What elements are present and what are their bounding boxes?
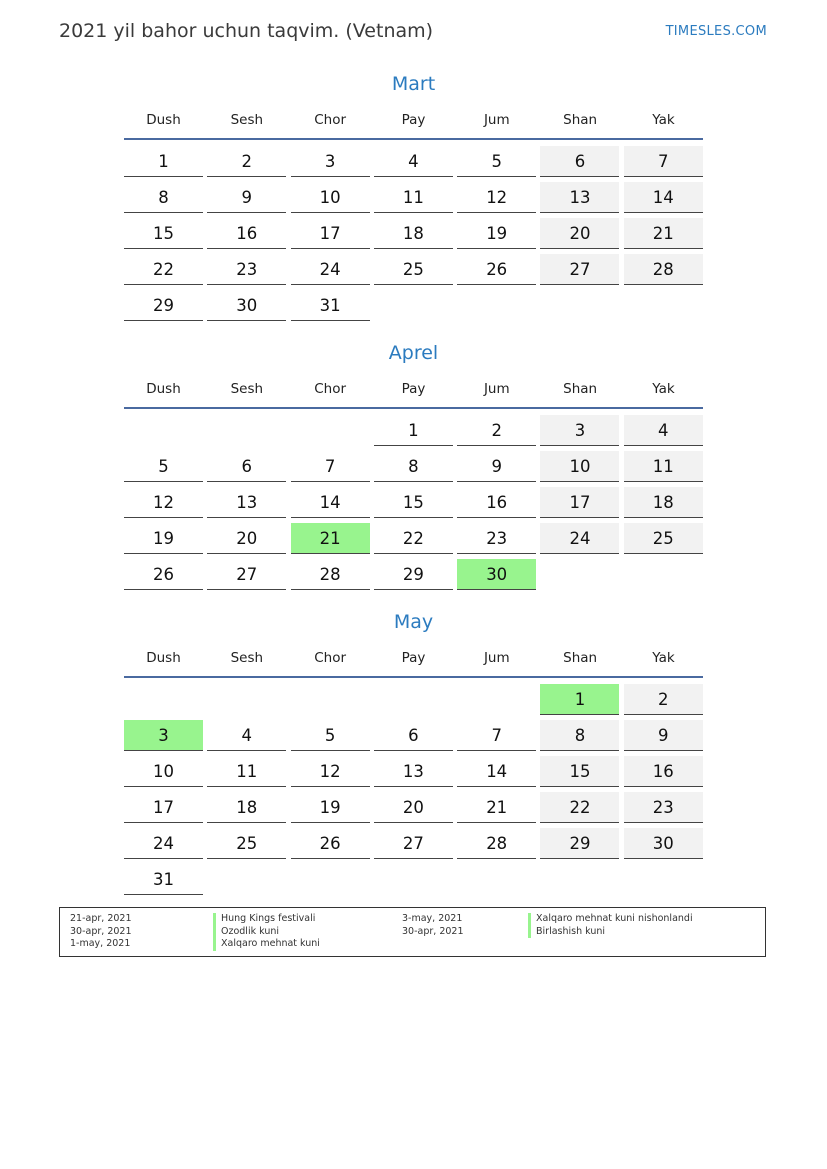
weekend-day-cell: 28 <box>624 254 703 285</box>
day-cell: 2 <box>457 415 536 446</box>
day-cell: 8 <box>374 451 453 482</box>
empty-day-cell <box>124 684 203 715</box>
legend-names-column <box>213 913 320 951</box>
legend-date: 30-apr, 2021 <box>402 925 464 937</box>
weekend-day-cell: 24 <box>540 523 619 554</box>
day-cell: 29 <box>124 290 203 321</box>
weekend-day-cell: 22 <box>540 792 619 823</box>
weekend-day-cell: 7 <box>624 146 703 177</box>
day-cell: 25 <box>374 254 453 285</box>
day-cell: 17 <box>124 792 203 823</box>
day-cell: 10 <box>124 756 203 787</box>
empty-day-cell <box>291 684 370 715</box>
weekend-day-cell: 18 <box>624 487 703 518</box>
weekend-day-cell: 23 <box>624 792 703 823</box>
empty-day-cell <box>207 684 286 715</box>
weekend-day-cell: 4 <box>624 415 703 446</box>
day-cell: 6 <box>374 720 453 751</box>
legend-date: 1-may, 2021 <box>70 938 131 950</box>
legend-names-column <box>528 913 693 938</box>
holiday-day-cell: 21 <box>291 523 370 554</box>
legend-holiday-name: Birlashish kuni <box>528 926 693 939</box>
weekend-day-cell: 6 <box>540 146 619 177</box>
weekday-label: Jum <box>483 650 510 666</box>
empty-day-cell <box>207 864 286 895</box>
weekend-day-cell: 3 <box>540 415 619 446</box>
empty-day-cell <box>540 559 619 590</box>
day-grid <box>124 415 703 590</box>
empty-day-cell <box>540 864 619 895</box>
day-cell: 3 <box>291 146 370 177</box>
empty-day-cell <box>624 290 703 321</box>
weekend-day-cell: 2 <box>624 684 703 715</box>
day-cell: 15 <box>124 218 203 249</box>
day-cell: 10 <box>291 182 370 213</box>
day-cell: 19 <box>124 523 203 554</box>
header-divider <box>124 407 703 409</box>
day-cell: 12 <box>457 182 536 213</box>
day-cell: 1 <box>124 146 203 177</box>
legend-date: 3-may, 2021 <box>402 913 463 924</box>
weekday-label: Shan <box>563 650 598 666</box>
day-cell: 31 <box>124 864 203 895</box>
weekday-label: Sesh <box>230 112 264 128</box>
month-may <box>124 608 703 895</box>
weekend-day-cell: 15 <box>540 756 619 787</box>
legend-date: 30-apr, 2021 <box>70 925 132 937</box>
day-cell: 19 <box>291 792 370 823</box>
empty-day-cell <box>207 415 286 446</box>
day-cell: 13 <box>374 756 453 787</box>
weekday-label: Pay <box>401 112 426 128</box>
day-cell: 5 <box>457 146 536 177</box>
empty-day-cell <box>624 864 703 895</box>
day-cell: 9 <box>207 182 286 213</box>
day-cell: 27 <box>207 559 286 590</box>
weekday-label: Sesh <box>230 650 264 666</box>
month-title: Aprel <box>388 342 439 364</box>
day-cell: 7 <box>457 720 536 751</box>
weekday-label: Pay <box>401 381 426 397</box>
weekend-day-cell: 30 <box>624 828 703 859</box>
day-cell: 26 <box>291 828 370 859</box>
day-cell: 18 <box>207 792 286 823</box>
day-cell: 4 <box>207 720 286 751</box>
day-grid <box>124 684 703 895</box>
weekend-day-cell: 11 <box>624 451 703 482</box>
weekend-day-cell: 21 <box>624 218 703 249</box>
weekday-label: Sesh <box>230 381 264 397</box>
weekday-label: Chor <box>314 381 347 397</box>
weekday-label: Jum <box>483 112 510 128</box>
holiday-day-cell: 3 <box>124 720 203 751</box>
day-cell: 30 <box>207 290 286 321</box>
header-divider <box>124 676 703 678</box>
weekend-day-cell: 8 <box>540 720 619 751</box>
weekday-header <box>124 106 703 134</box>
empty-day-cell <box>624 559 703 590</box>
weekend-day-cell: 10 <box>540 451 619 482</box>
legend-date: 21-apr, 2021 <box>70 913 132 924</box>
page-title: 2021 yil bahor uchun taqvim. (Vetnam) <box>59 20 434 42</box>
day-cell: 25 <box>207 828 286 859</box>
day-cell: 9 <box>457 451 536 482</box>
day-cell: 26 <box>124 559 203 590</box>
day-cell: 22 <box>124 254 203 285</box>
legend-dates-column <box>70 913 132 951</box>
weekend-day-cell: 9 <box>624 720 703 751</box>
empty-day-cell <box>291 864 370 895</box>
weekend-day-cell: 27 <box>540 254 619 285</box>
weekday-label: Pay <box>401 650 426 666</box>
month-april <box>124 339 703 590</box>
empty-day-cell <box>457 684 536 715</box>
site-link[interactable]: TIMESLES.COM <box>665 24 767 39</box>
day-cell: 12 <box>291 756 370 787</box>
legend-dates-column <box>402 913 464 938</box>
legend-holiday-name: Xalqaro mehnat kuni nishonlandi <box>528 913 693 926</box>
day-cell: 20 <box>207 523 286 554</box>
day-cell: 29 <box>374 559 453 590</box>
day-cell: 8 <box>124 182 203 213</box>
holiday-day-cell: 30 <box>457 559 536 590</box>
legend-holiday-name: Hung Kings festivali <box>213 913 320 926</box>
day-cell: 11 <box>374 182 453 213</box>
day-cell: 1 <box>374 415 453 446</box>
legend-holiday-name: Ozodlik kuni <box>213 926 320 939</box>
empty-day-cell <box>374 864 453 895</box>
day-cell: 5 <box>291 720 370 751</box>
day-cell: 13 <box>207 487 286 518</box>
empty-day-cell <box>124 415 203 446</box>
day-cell: 17 <box>291 218 370 249</box>
day-cell: 31 <box>291 290 370 321</box>
weekday-label: Chor <box>314 112 347 128</box>
month-title: May <box>393 611 434 633</box>
weekday-label: Yak <box>652 381 675 397</box>
weekday-label: Jum <box>483 381 510 397</box>
weekend-day-cell: 29 <box>540 828 619 859</box>
empty-day-cell <box>540 290 619 321</box>
day-cell: 22 <box>374 523 453 554</box>
day-cell: 7 <box>291 451 370 482</box>
day-cell: 23 <box>207 254 286 285</box>
day-cell: 20 <box>374 792 453 823</box>
weekend-day-cell: 20 <box>540 218 619 249</box>
day-cell: 21 <box>457 792 536 823</box>
day-cell: 24 <box>291 254 370 285</box>
empty-day-cell <box>291 415 370 446</box>
weekend-day-cell: 17 <box>540 487 619 518</box>
day-grid <box>124 146 703 321</box>
day-cell: 11 <box>207 756 286 787</box>
day-cell: 15 <box>374 487 453 518</box>
day-cell: 4 <box>374 146 453 177</box>
month-march <box>124 70 703 321</box>
day-cell: 27 <box>374 828 453 859</box>
weekday-label: Dush <box>146 112 181 128</box>
day-cell: 23 <box>457 523 536 554</box>
header-divider <box>124 138 703 140</box>
weekday-label: Yak <box>652 650 675 666</box>
weekday-label: Chor <box>314 650 347 666</box>
day-cell: 14 <box>291 487 370 518</box>
day-cell: 6 <box>207 451 286 482</box>
month-title: Mart <box>391 73 436 95</box>
day-cell: 12 <box>124 487 203 518</box>
holiday-legend <box>59 907 766 957</box>
weekday-label: Shan <box>563 112 598 128</box>
day-cell: 2 <box>207 146 286 177</box>
day-cell: 24 <box>124 828 203 859</box>
holiday-day-cell: 1 <box>540 684 619 715</box>
day-cell: 16 <box>207 218 286 249</box>
day-cell: 28 <box>457 828 536 859</box>
weekday-label: Dush <box>146 650 181 666</box>
day-cell: 18 <box>374 218 453 249</box>
day-cell: 19 <box>457 218 536 249</box>
empty-day-cell <box>457 290 536 321</box>
weekday-label: Yak <box>652 112 675 128</box>
empty-day-cell <box>457 864 536 895</box>
day-cell: 26 <box>457 254 536 285</box>
weekend-day-cell: 13 <box>540 182 619 213</box>
day-cell: 28 <box>291 559 370 590</box>
day-cell: 14 <box>457 756 536 787</box>
day-cell: 5 <box>124 451 203 482</box>
weekday-header <box>124 644 703 672</box>
weekend-day-cell: 14 <box>624 182 703 213</box>
empty-day-cell <box>374 684 453 715</box>
weekend-day-cell: 25 <box>624 523 703 554</box>
day-cell: 16 <box>457 487 536 518</box>
weekday-label: Shan <box>563 381 598 397</box>
empty-day-cell <box>374 290 453 321</box>
weekday-label: Dush <box>146 381 181 397</box>
legend-holiday-name: Xalqaro mehnat kuni <box>213 938 320 951</box>
weekend-day-cell: 16 <box>624 756 703 787</box>
weekday-header <box>124 375 703 403</box>
